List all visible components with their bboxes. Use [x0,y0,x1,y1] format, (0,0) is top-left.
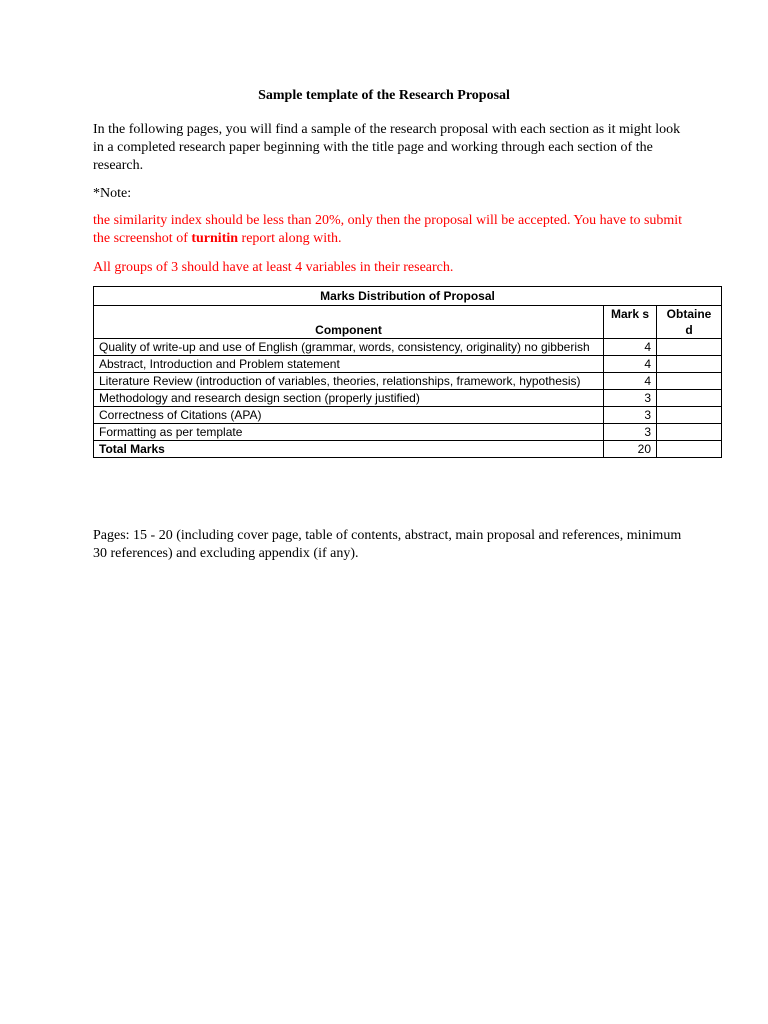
row-marks: 3 [604,407,657,424]
variables-note: All groups of 3 should have at least 4 variables in their research. [93,260,454,275]
table-caption: Marks Distribution of Proposal [94,287,722,306]
note-label: *Note: [93,186,132,201]
intro-paragraph: In the following pages, you will find a sample of the research proposal with each section as it might look in a completed research paper beginning with the title page and working through each section of the research. [93,122,681,173]
row-component: Abstract, Introduction and Problem statement [94,356,604,373]
row-component: Literature Review (introduction of variables, theories, relationships, framework, hypothesis) [94,373,604,390]
row-obtained [657,424,722,441]
row-marks: 4 [604,339,657,356]
pages-note: Pages: 15 - 20 (including cover page, table of contents, abstract, main proposal and references, minimum 30 references) and excluding appendix (if any). [93,528,682,561]
row-component: Correctness of Citations (APA) [94,407,604,424]
table-caption-row [94,287,722,306]
row-component: Formatting as per template [94,424,604,441]
total-obtained [657,441,722,458]
row-marks: 4 [604,373,657,390]
row-marks: 3 [604,390,657,407]
row-obtained [657,339,722,356]
header-obtained: Obtaine d [657,306,722,339]
table-row [94,424,722,441]
row-marks: 4 [604,356,657,373]
table-total-row [94,441,722,458]
similarity-note [93,212,683,248]
row-marks: 3 [604,424,657,441]
row-obtained [657,356,722,373]
row-obtained [657,373,722,390]
marks-distribution-table [93,286,722,458]
row-component: Methodology and research design section (properly justified) [94,390,604,407]
header-marks: Mark s [604,306,657,339]
document-title: Sample template of the Research Proposal [258,88,510,103]
total-marks: 20 [604,441,657,458]
table-row [94,407,722,424]
table-row [94,356,722,373]
header-component: Component [94,306,604,339]
table-row [94,339,722,356]
row-obtained [657,407,722,424]
table-row [94,373,722,390]
row-component: Quality of write-up and use of English (grammar, words, consistency, originality) no gibberish [94,339,604,356]
row-obtained [657,390,722,407]
table-row [94,390,722,407]
similarity-note-text-a: the similarity index should be less than 20%, only then the proposal will be accepted. You have to submit the screenshot of [93,213,683,246]
similarity-note-text-b: report along with. [238,231,342,246]
table-header-row [94,306,722,339]
turnitin-emphasis: turnitin [191,231,239,246]
total-label: Total Marks [94,441,604,458]
